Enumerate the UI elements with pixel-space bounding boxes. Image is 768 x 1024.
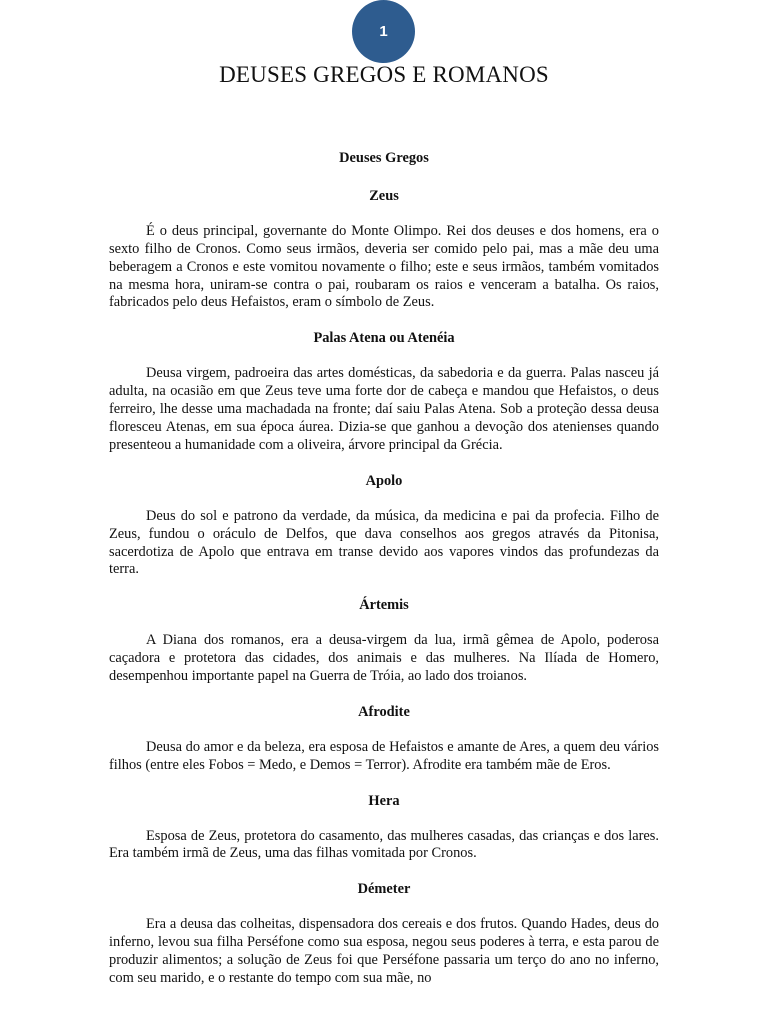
entry-text-demeter: Era a deusa das colheitas, dispensadora dos cereais e dos frutos. Quando Hades, deus do inferno, levou sua filha Perséfone como sua esposa, negou seus poderes à terra, e esta parou de produzir alimentos; a solução de Zeus foi que Perséfone passaria um terço do ano no inferno, com seu marido, e o restante do tempo com sua mãe, no — [109, 916, 659, 986]
section-title: Deuses Gregos — [339, 150, 429, 166]
entry-text-afrodite: Deusa do amor e da beleza, era esposa de Hefaistos e amante de Ares, a quem deu vários filhos (entre eles Fobos = Medo, e Demos = Terror). Afrodite era também mãe de Eros. — [109, 738, 659, 773]
document-title: DEUSES GREGOS E ROMANOS — [219, 62, 549, 87]
entry-heading-afrodite: Afrodite — [358, 703, 410, 720]
document-body — [109, 150, 659, 988]
entry-heading-apolo: Apolo — [365, 472, 403, 489]
entry-heading-zeus: Zeus — [369, 187, 399, 204]
entry-text-hera: Esposa de Zeus, protetora do casamento, das mulheres casadas, das crianças e dos lares. Era também irmã de Zeus, uma das filhas vomitada por Cronos. — [109, 827, 659, 862]
entry-heading-atena: Palas Atena ou Atenéia — [313, 330, 455, 347]
entry-heading-hera: Hera — [368, 792, 400, 809]
page-number-badge — [352, 0, 415, 63]
entry-text-zeus: É o deus principal, governante do Monte Olimpo. Rei dos deuses e dos homens, era o sexto filho de Cronos. Como seus irmãos, deveria ser comido pelo pai, mas a mãe deu uma beberagem a Cronos e este vomitou novamente o filho; este e seus irmãos, também vomitados na mesma hora, uniram-se contra o pai, roubaram os raios e venceram a batalha. Os raios, fabricados pelo deus Hefaistos, eram o símbolo de Zeus. — [109, 222, 659, 311]
entry-text-apolo: Deus do sol e patrono da verdade, da música, da medicina e pai da profecia. Filho de Zeus, fundou o oráculo de Delfos, que dava conselhos aos gregos através da Pitonisa, sacerdotiza de Apolo que entrava em transe devido aos vapores vindos das profundezas da terra. — [109, 507, 659, 578]
page-number: 1 — [379, 23, 388, 40]
entry-text-artemis: A Diana dos romanos, era a deusa-virgem da lua, irmã gêmea de Apolo, poderosa caçadora e protetora das cidades, dos animais e das mulheres. Na Ilíada de Homero, desempenhou importante papel na Guerra de Tróia, ao lado dos troianos. — [109, 632, 659, 685]
entry-text-atena: Deusa virgem, padroeira das artes domésticas, da sabedoria e da guerra. Palas nasceu já adulta, na ocasião em que Zeus teve uma forte dor de cabeça e mandou que Hefaistos, o deus ferreiro, lhe desse uma machadada na fronte; daí saiu Palas Atena. Sob a proteção dessa deusa floresceu Atenas, em sua época áurea. Dizia-se que ganhou a devoção dos atenienses quando presenteou a humanidade com a oliveira, árvore principal da Grécia. — [109, 365, 659, 453]
entry-heading-artemis: Ártemis — [359, 597, 409, 614]
entry-heading-demeter: Démeter — [357, 881, 411, 898]
